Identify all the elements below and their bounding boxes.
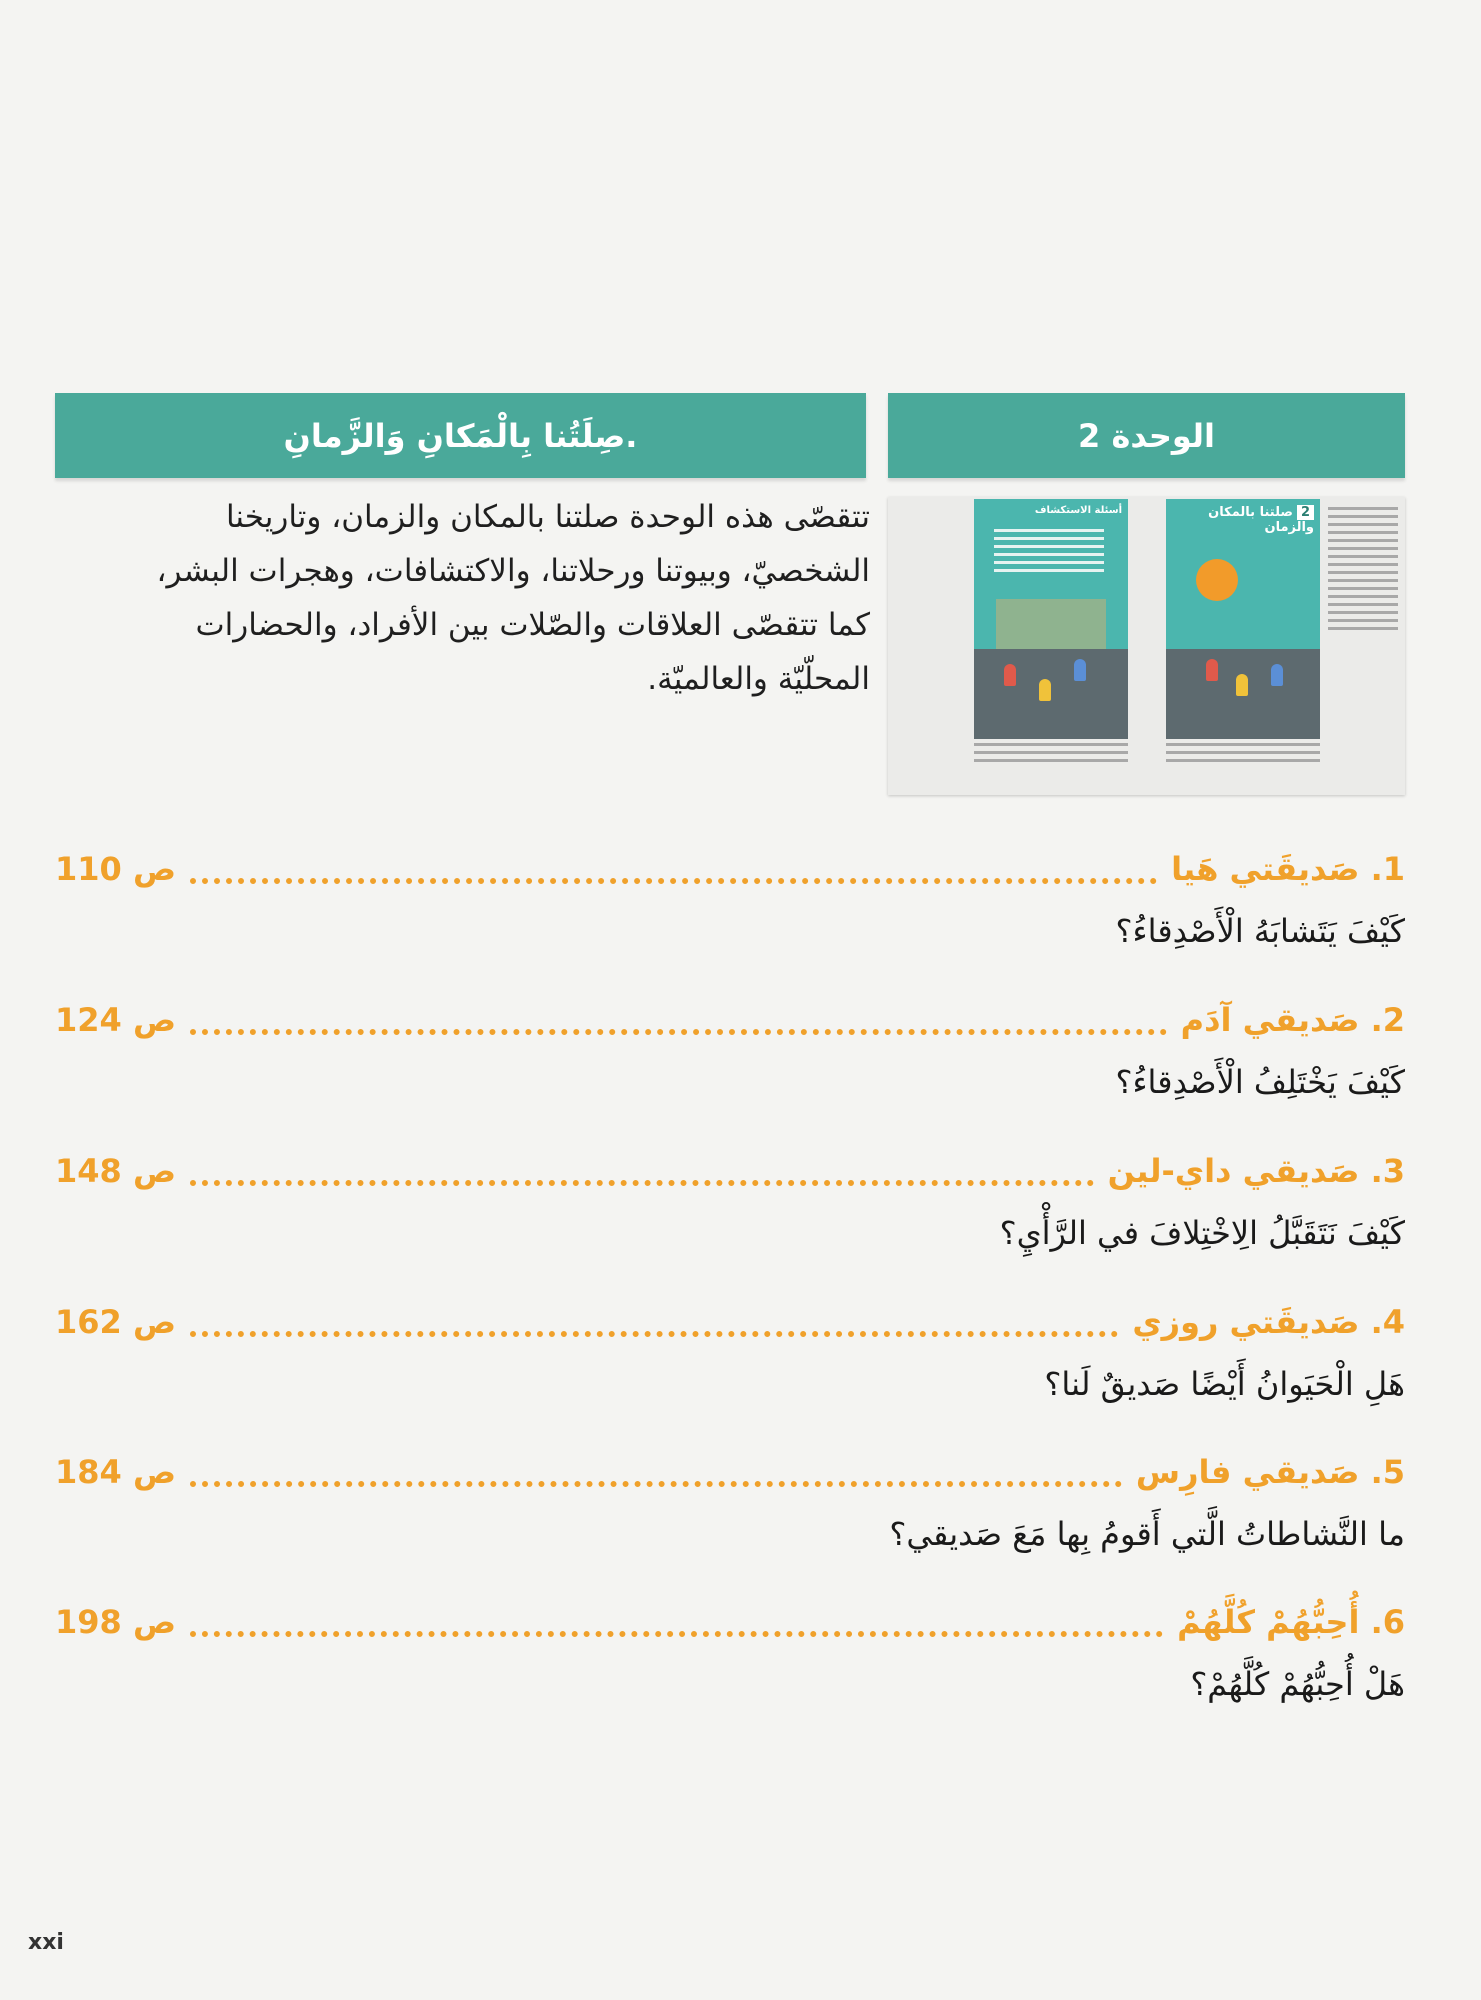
toc-question: كَيْفَ نَتَقَبَّلُ الِاخْتِلافَ في الرَّأْيِ؟ — [999, 1214, 1405, 1252]
toc-heading[interactable] — [55, 1152, 1405, 1198]
thumbnail-left-title: أسئلة الاستكشاف — [1034, 505, 1122, 516]
toc-question: هَلِ الْحَيَوانُ أَيْضًا صَديقٌ لَنا؟ — [1044, 1365, 1405, 1403]
toc-question: كَيْفَ يَخْتَلِفُ الْأَصْدِقاءُ؟ — [1115, 1063, 1405, 1101]
unit-label: الوحدة 2 — [1078, 416, 1215, 455]
thumbnail-left-page — [974, 499, 1128, 739]
toc-story-title[interactable]: 3. صَديقي داي-لين — [1107, 1152, 1405, 1190]
toc-page-number[interactable]: ص 148 — [55, 1152, 176, 1190]
toc-heading[interactable] — [55, 1001, 1405, 1047]
toc-story-title[interactable]: 4. صَديقَتي روزي — [1132, 1303, 1405, 1341]
unit-description — [110, 490, 870, 706]
toc-story-title[interactable]: 2. صَديقي آدَم — [1180, 1001, 1405, 1039]
toc-question: هَلْ أُحِبُّهُمْ كُلَّهُمْ؟ — [1190, 1665, 1405, 1703]
toc-leader-dots — [190, 1025, 1167, 1035]
unit-title: صِلَتُنا بِالْمَكانِ وَالزَّمانِ. — [283, 416, 638, 455]
book-spread-thumbnail — [888, 497, 1405, 795]
toc-story-title[interactable]: 5. صَديقي فارِس — [1135, 1453, 1405, 1491]
toc-heading[interactable] — [55, 1603, 1405, 1649]
toc-entry[interactable] — [55, 1603, 1405, 1703]
unit-title-bar — [55, 393, 866, 478]
toc-page-number[interactable]: ص 184 — [55, 1453, 176, 1491]
toc-entry[interactable] — [55, 850, 1405, 950]
toc-page-number[interactable]: ص 162 — [55, 1303, 176, 1341]
thumbnail-badge-icon — [1196, 559, 1238, 601]
toc-page-number[interactable]: ص 198 — [55, 1603, 176, 1641]
toc-heading[interactable] — [55, 1303, 1405, 1349]
toc-leader-dots — [190, 1477, 1122, 1487]
thumbnail-question-list — [994, 529, 1104, 577]
toc-leader-dots — [190, 1627, 1163, 1637]
toc-entry[interactable] — [55, 1001, 1405, 1101]
thumbnail-right-sidebar — [1328, 507, 1398, 635]
thumbnail-right-page — [1166, 499, 1320, 739]
toc-leader-dots — [190, 1327, 1118, 1337]
toc-page-number[interactable]: ص 124 — [55, 1001, 176, 1039]
unit-label-bar — [888, 393, 1405, 478]
toc-page-number[interactable]: ص 110 — [55, 850, 176, 888]
toc-leader-dots — [190, 1176, 1094, 1186]
toc-story-title[interactable]: 1. صَديقَتي هَيا — [1171, 850, 1405, 888]
toc-entry[interactable] — [55, 1152, 1405, 1252]
toc-question: كَيْفَ يَتَشابَهُ الْأَصْدِقاءُ؟ — [1115, 912, 1405, 950]
toc-entry[interactable] — [55, 1303, 1405, 1403]
intro-line: الشخصيّ، وبيوتنا ورحلاتنا، والاكتشافات، وهجرات البشر، — [156, 553, 870, 589]
page-number: xxi — [28, 1930, 64, 1955]
thumbnail-unit-number: 2 — [1297, 505, 1314, 520]
toc-heading[interactable] — [55, 850, 1405, 896]
toc-entry[interactable] — [55, 1453, 1405, 1553]
toc-heading[interactable] — [55, 1453, 1405, 1499]
intro-line: تتقصّى هذه الوحدة صلتنا بالمكان والزمان، وتاريخنا — [225, 499, 870, 535]
toc-story-title[interactable]: 6. أُحِبُّهُمْ كُلَّهُمْ — [1177, 1603, 1405, 1641]
toc-leader-dots — [190, 874, 1157, 884]
thumbnail-right-title: صلتنا بالمكان والزمان — [1208, 505, 1314, 535]
intro-line: كما تتقصّى العلاقات والصّلات بين الأفراد، والحضارات — [195, 607, 870, 643]
toc-question: ما النَّشاطاتُ الَّتي أَقومُ بِها مَعَ صَديقي؟ — [889, 1515, 1405, 1553]
intro-line: المحلّيّة والعالميّة. — [647, 661, 870, 697]
